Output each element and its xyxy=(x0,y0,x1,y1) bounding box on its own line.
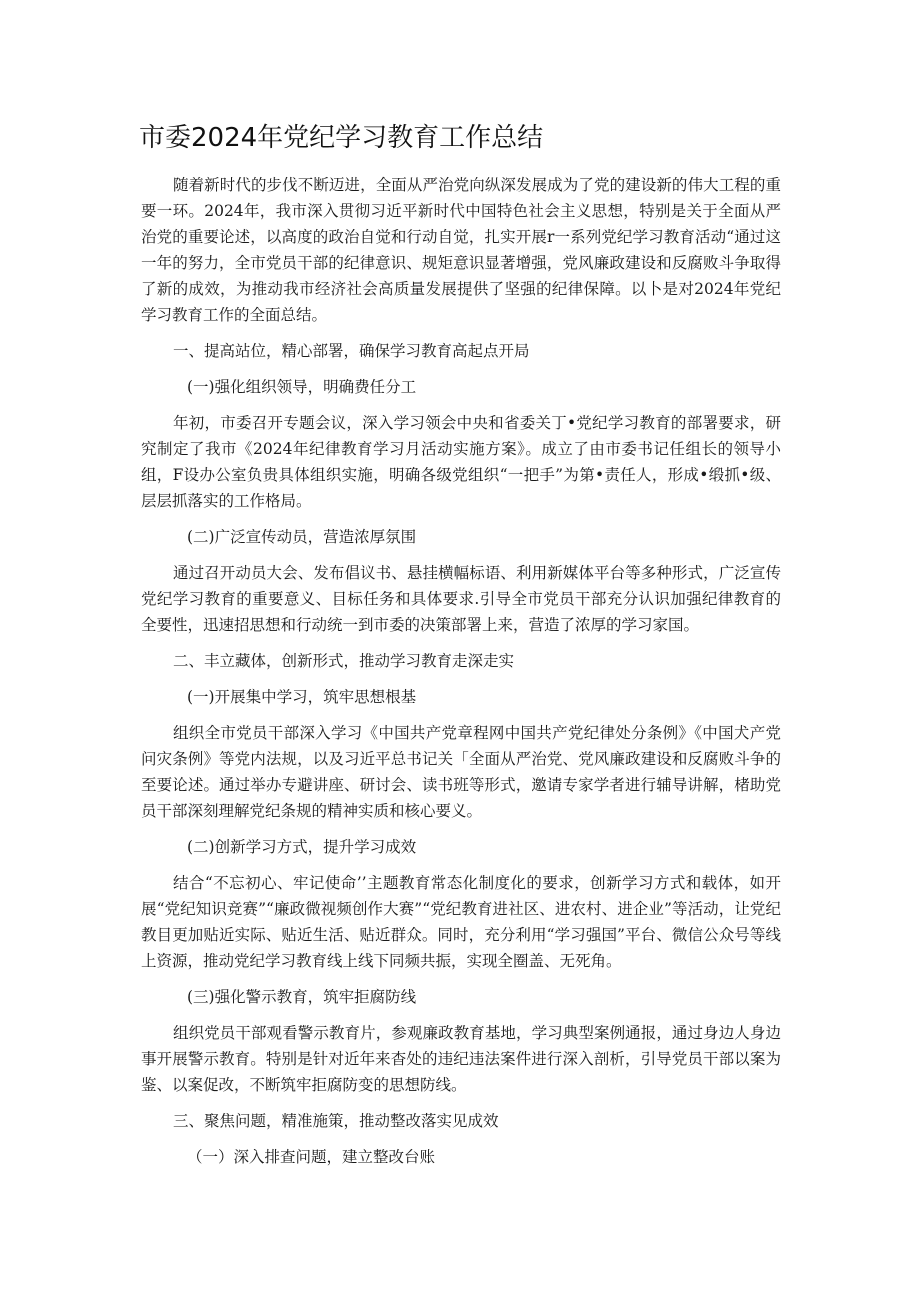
section-2-sub-1-paragraph: 组织全市党员干部深入学习《中国共产党章程网中国共产党纪律处分条例》《中国犬产党问灾条例》等党内法规，以及习近平总书记关「全面从严治党、党风廉政建设和反腐败斗争的至要论述。通过举办专避讲座、研讨会、读书班等形式，邀请专家学者进行辅导讲解，楮助党员干部深刻理解党纪条规的精神实质和核心要义。 xyxy=(141,724,781,820)
section-1-sub-2-heading: (二)广泛宣传动员，营造浓厚氛围 xyxy=(187,528,417,546)
section-2-sub-2-paragraph: 结合“不忘初心、牢记使命’’主题教育常态化制度化的要求，创新学习方式和载体，如开展“党纪知识竞赛”“廉政微视频创作大赛”“党纪教育进社区、进农村、进企业”等活动，让党纪教目更加贴近实际、贴近生活、贴近群众。同时，充分利用“学习强国”平台、微信公众号等线上资源，推动党纪学习教育线上线下同频共振，实现全圈盖、无死角。 xyxy=(141,874,781,970)
section-1-sub-1-paragraph: 年初，市委召开专题会议，深入学习领会中央和省委关丁•党纪学习教育的部署要求，研究制定了我市《2024年纪律教育学习月活动实施方案》。成立了由市委书记任组长的领导小组，F设办公室负贵具体组织实施，明确各级党组织“一把手”为第•责任人，形成•缎抓•级、层层抓落实的工作格局。 xyxy=(141,414,781,510)
section-2-sub-1-heading: (一)开展集中学习，筑牢思想根基 xyxy=(187,688,417,706)
section-3-heading: 三、聚焦问题，精准施策，推动整改落实见成效 xyxy=(173,1112,499,1130)
intro-paragraph: 随着新时代的步伐不断迈进，全面从严治党向纵深发展成为了党的建设新的伟大工程的重要一环。2024年，我市深入贯彻习近平新时代中国特色社会主义思想，特别是关于全面从严治党的重要论述，以高度的政治自觉和行动自觉，扎实开展r一系列党纪学习教育活动“通过这一年的努力，全市党员干部的纪律意识、规矩意识显著增强，党风廉政建设和反腐败斗争取得了新的成效，为推动我市经济社会高质量发展提供了坚强的纪律保障。以卜是对2024年党纪学习教育工作的全面总结。 xyxy=(141,176,781,324)
section-1-sub-2-paragraph: 通过召开动员大会、发布倡议书、悬挂横幅标语、利用新媒体平台等多种形式，广泛宣传党纪学习教育的重要意义、目标任务和具体要求.引导全市党员干部充分认识加强纪律教育的全要性，迅速招思想和行动统一到市委的决策部署上来，营造了浓厚的学习家国。 xyxy=(141,564,781,634)
document-body xyxy=(141,172,781,1170)
section-3-sub-1-heading: （一）深入排查问题，建立整改台账 xyxy=(187,1148,436,1166)
section-2-sub-3-paragraph: 组织党员干部观看警示教育片，参观廉政教育基地，学习典型案例通报，通过身边人身边事开展警示教育。特别是针对近年来杳处的违纪违法案件进行深入剖析，引导党员干部以案为鉴、以案促改，不断筑牢拒腐防变的思想防线。 xyxy=(141,1024,781,1094)
section-2-sub-2-heading: (二)创新学习方式，提升学习成效 xyxy=(187,838,417,856)
section-2-sub-3-heading: (三)强化警示教育，筑牢拒腐防线 xyxy=(187,988,417,1006)
document-title: 市委2024年党纪学习教育工作总结 xyxy=(139,123,544,153)
section-2-heading: 二、丰立藏体，创新形式，推动学习教育走深走实 xyxy=(173,652,515,670)
section-1-heading: 一、提高站位，精心部署，确保学习教育高起点开局 xyxy=(173,342,530,360)
section-1-sub-1-heading: (一)强化组织领导，明确费任分工 xyxy=(187,378,417,396)
